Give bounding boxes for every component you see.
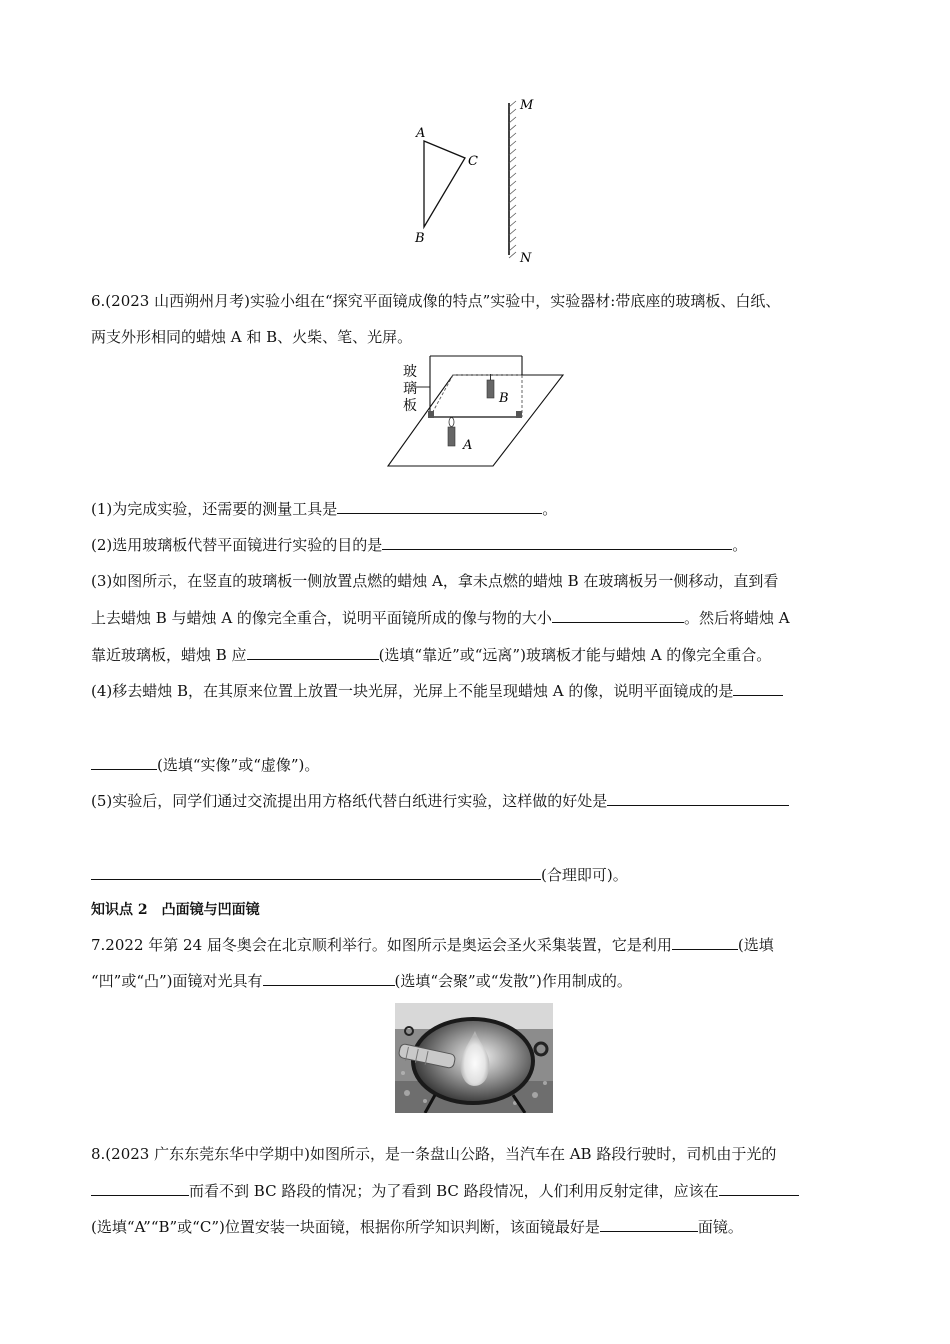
glass-base-left — [428, 411, 434, 418]
label-m: M — [520, 98, 534, 113]
answer-blank-2[interactable] — [382, 534, 732, 550]
candle-a — [448, 427, 455, 446]
label-n: N — [520, 251, 532, 266]
answer-blank-7a[interactable] — [672, 934, 738, 950]
label-c: C — [468, 154, 478, 169]
q7-line1: 7.2022 年第 24 届冬奥会在北京顺利举行。如图所示是奥运会圣火采集装置，它是利用 (选填 — [91, 936, 774, 954]
answer-blank-3[interactable] — [552, 607, 684, 623]
answer-blank-4[interactable] — [247, 644, 379, 660]
q6-part2: (2)选用玻璃板代替平面镜进行实验的目的是 。 — [91, 536, 748, 554]
glass-label-3: 板 — [403, 398, 417, 414]
q8-line2: 而看不到 BC 路段的情况；为了看到 BC 路段情况，人们利用反射定律，应该在 — [91, 1180, 799, 1202]
candle-a-label: A — [463, 438, 473, 453]
glass-label-1: 玻 — [403, 364, 417, 380]
knowledge-point-heading: 知识点 2 凸面镜与凹面镜 — [91, 902, 260, 918]
answer-blank-7b[interactable] — [263, 970, 395, 986]
q6-part5-line2: (合理即可)。 — [91, 864, 628, 886]
answer-blank-5b[interactable] — [91, 754, 157, 770]
q6-part3-line1: (3)如图所示，在竖直的玻璃板一侧放置点燃的蜡烛 A，拿未点燃的蜡烛 B 在玻璃板另一侧移动，直到看 — [91, 572, 779, 590]
mirror-hatching — [509, 101, 516, 258]
q6-part4-line2: (选填“实像”或“虚像”)。 — [91, 754, 319, 776]
label-a: A — [416, 126, 426, 141]
answer-blank-6a[interactable] — [607, 790, 789, 806]
answer-blank-8b[interactable] — [719, 1180, 799, 1196]
candle-a-flame — [449, 418, 454, 427]
q8-line3: (选填“A”“B”或“C”)位置安装一块面镜，根据你所学知识判断，该面镜最好是 面镜。 — [91, 1218, 743, 1236]
q6-intro-line1: 6.(2023 山西朔州月考)实验小组在“探究平面镜成像的特点”实验中，实验器材:带底座的玻璃板、白纸、 — [91, 292, 781, 310]
answer-blank-8c[interactable] — [600, 1216, 698, 1232]
flame-collector-photo — [395, 1003, 553, 1113]
q6-part5-line1: (5)实验后，同学们通过交流提出用方格纸代替白纸进行实验，这样做的好处是 — [91, 790, 789, 812]
triangle-abc — [424, 141, 465, 227]
q6-part3-line2: 上去蜡烛 B 与蜡烛 A 的像完全重合，说明平面镜所成的像与物的大小 。然后将蜡烛 A — [91, 609, 790, 627]
answer-blank-6b[interactable] — [91, 864, 541, 880]
answer-blank-8a[interactable] — [91, 1180, 189, 1196]
answer-blank-5a[interactable] — [733, 680, 783, 696]
answer-blank-1[interactable] — [337, 498, 542, 514]
label-b: B — [415, 231, 425, 246]
glass-base-right — [516, 411, 522, 418]
mirror-triangle-figure — [400, 95, 550, 270]
candle-b — [487, 380, 494, 398]
q8-line1: 8.(2023 广东东莞东华中学期中)如图所示，是一条盘山公路，当汽车在 AB 路段行驶时，司机由于光的 — [91, 1145, 777, 1163]
q6-intro-line2: 两支外形相同的蜡烛 A 和 B、火柴、笔、光屏。 — [91, 328, 413, 346]
candle-b-label: B — [499, 391, 509, 406]
q6-part1: (1)为完成实验，还需要的测量工具是 。 — [91, 500, 558, 518]
q6-part4-line1: (4)移去蜡烛 B，在其原来位置上放置一块光屏，光屏上不能呈现蜡烛 A 的像，说明平面镜成的是 — [91, 680, 783, 702]
q6-part3-line3: 靠近玻璃板，蜡烛 B 应 (选填“靠近”或“远离”)玻璃板才能与蜡烛 A 的像完全重合。 — [91, 646, 772, 664]
q7-line2: “凹”或“凸”)面镜对光具有 (选填“会聚”或“发散”)作用制成的。 — [91, 972, 632, 990]
glass-label-2: 璃 — [403, 381, 417, 397]
glass-plate-figure — [385, 352, 570, 472]
